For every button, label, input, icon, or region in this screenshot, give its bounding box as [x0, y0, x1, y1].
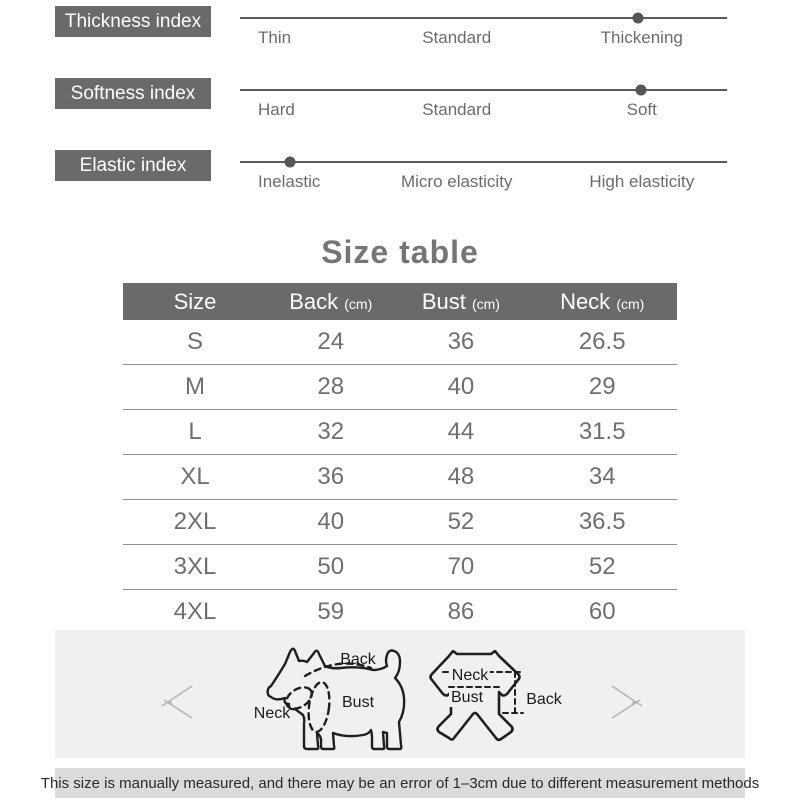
dog-back-label: Back	[340, 651, 376, 668]
thickness-index-row	[0, 6, 800, 66]
cell-neck: 31.5	[527, 410, 677, 455]
cell-size: M	[123, 365, 267, 410]
scale-line	[240, 89, 727, 91]
column-header-bust: Bust (cm)	[394, 283, 527, 320]
cell-neck: 26.5	[527, 320, 677, 365]
column-header-neck: Neck (cm)	[527, 283, 677, 320]
table-row	[123, 500, 677, 545]
table-row	[123, 590, 677, 635]
scale-dot-icon	[635, 85, 646, 96]
softness-index-label: Softness index	[55, 78, 211, 109]
disclaimer-text: This size is manually measured, and there may be an error of 1–3cm due to different measurement methods	[40, 774, 760, 792]
cell-bust: 48	[394, 455, 527, 500]
cell-size: 3XL	[123, 545, 267, 590]
cell-size: 2XL	[123, 500, 267, 545]
garment-back-label: Back	[526, 691, 562, 708]
scale-option: Inelastic	[258, 172, 321, 191]
thickness-index-label: Thickness index	[55, 6, 211, 37]
scale-line	[240, 161, 727, 163]
scale-dot-icon	[632, 13, 643, 24]
cell-size: XL	[123, 455, 267, 500]
cell-neck: 34	[527, 455, 677, 500]
cell-back: 36	[267, 455, 394, 500]
scale-option: Standard	[422, 100, 492, 119]
dog-neck-label: Neck	[253, 705, 291, 722]
scale-option: Thickening	[600, 28, 683, 47]
garment-neck-label: Neck	[451, 667, 489, 684]
cell-bust: 44	[394, 410, 527, 455]
cell-back: 50	[267, 545, 394, 590]
table-row	[123, 365, 677, 410]
cell-bust: 36	[394, 320, 527, 365]
size-table-title: Size table	[321, 234, 479, 270]
cell-size: 4XL	[173, 598, 217, 625]
scale-option: Standard	[422, 28, 492, 47]
column-header-size: Size	[123, 283, 267, 320]
table-row	[123, 410, 677, 455]
scale-option: Thin	[258, 28, 292, 47]
cell-neck: 52	[527, 545, 677, 590]
elastic-index-label: Elastic index	[55, 150, 211, 181]
cell-bust: 40	[394, 365, 527, 410]
next-arrow-icon[interactable]	[610, 680, 646, 722]
scale-option: Micro elasticity	[400, 172, 513, 191]
scale-dot-icon	[284, 157, 295, 168]
table-row	[123, 320, 677, 365]
scale-option: Hard	[258, 100, 295, 119]
garment-bust-label: Bust	[450, 689, 484, 706]
cell-back: 24	[267, 320, 394, 365]
cell-neck: 36.5	[527, 500, 677, 545]
table-row	[123, 455, 677, 500]
scale-option: Soft	[626, 100, 657, 119]
cell-size: L	[123, 410, 267, 455]
cell-bust: 52	[394, 500, 527, 545]
cell-back: 59	[317, 598, 345, 625]
cell-neck: 60	[588, 598, 616, 625]
disclaimer-bar	[40, 768, 760, 798]
dog-bust-label: Bust	[341, 694, 375, 711]
cell-back: 32	[267, 410, 394, 455]
cell-size: S	[123, 320, 267, 365]
softness-scale	[240, 78, 727, 130]
scale-option: High elasticity	[589, 172, 695, 191]
column-header-back: Back (cm)	[267, 283, 394, 320]
scale-line	[240, 17, 727, 19]
cell-back: 28	[267, 365, 394, 410]
previous-arrow-icon[interactable]	[158, 680, 194, 722]
table-row	[123, 545, 677, 590]
size-table-header-row	[123, 283, 677, 320]
elastic-scale	[240, 150, 727, 202]
cell-neck: 29	[527, 365, 677, 410]
elastic-index-row	[0, 150, 800, 210]
cell-bust: 70	[394, 545, 527, 590]
thickness-scale	[240, 6, 727, 58]
size-table	[123, 283, 677, 634]
measurement-panel	[55, 630, 745, 758]
cell-bust: 86	[447, 598, 475, 625]
softness-index-row	[0, 78, 800, 138]
cell-back: 40	[267, 500, 394, 545]
